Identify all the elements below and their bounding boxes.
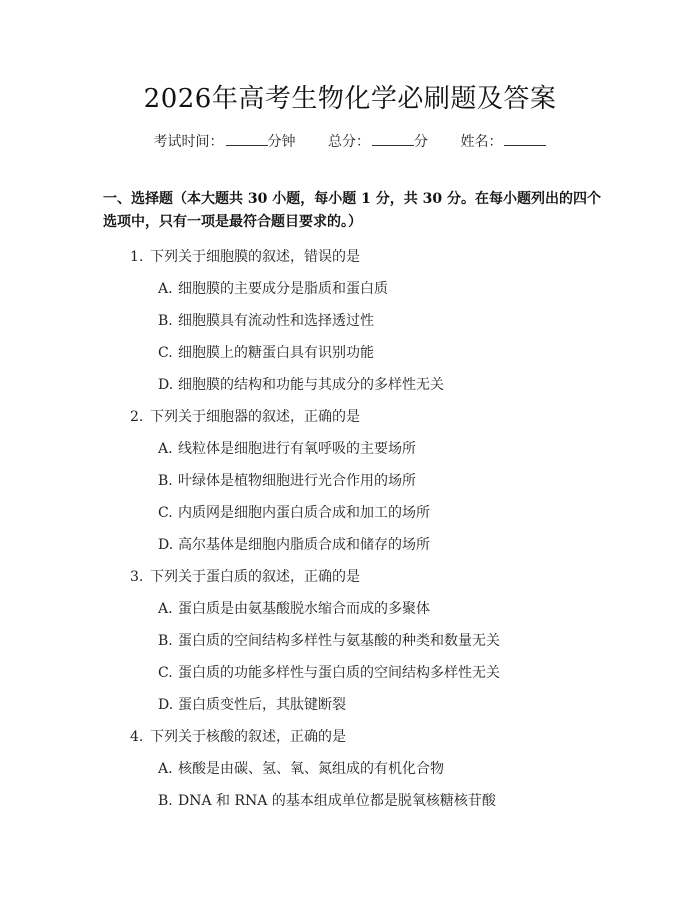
question-stem <box>130 246 360 266</box>
option-text: 蛋白质变性后，其肽键断裂 <box>178 697 346 713</box>
total-score-info <box>328 131 428 151</box>
option-text: 细胞膜具有流动性和选择透过性 <box>178 313 374 329</box>
exam-time-unit: 分钟 <box>267 134 296 150</box>
total-score-blank <box>372 131 414 146</box>
option-text: 细胞膜的主要成分是脂质和蛋白质 <box>178 281 388 297</box>
section-heading: 一、选择题（本大题共 30 小题，每小题 1 分，共 30 分。在每小题列出的四个选项中，只有一项是最符合题目要求的。） <box>103 191 601 230</box>
student-name-info <box>460 131 546 151</box>
option-text: DNA 和 RNA 的基本组成单位都是脱氧核糖核苷酸 <box>178 793 496 809</box>
answer-option <box>158 758 444 778</box>
option-text: 细胞膜的结构和功能与其成分的多样性无关 <box>178 377 444 393</box>
total-score-label: 总分： <box>328 134 370 150</box>
option-letter: A. <box>158 761 173 777</box>
option-letter: D. <box>158 377 174 393</box>
option-letter: B. <box>158 793 173 809</box>
answer-option <box>158 502 430 522</box>
answer-option <box>158 278 388 298</box>
option-letter: A. <box>158 281 173 297</box>
answer-option <box>158 470 416 490</box>
answer-option <box>158 374 444 394</box>
exam-time-blank <box>226 131 268 146</box>
exam-time-info <box>154 131 296 151</box>
answer-option <box>158 630 500 650</box>
question-text: 下列关于细胞膜的叙述，错误的是 <box>150 249 360 265</box>
option-text: 高尔基体是细胞内脂质合成和储存的场所 <box>178 537 430 553</box>
option-text: 蛋白质的空间结构多样性与氨基酸的种类和数量无关 <box>178 633 500 649</box>
option-text: 内质网是细胞内蛋白质合成和加工的场所 <box>178 505 430 521</box>
student-name-blank <box>504 131 546 146</box>
option-letter: D. <box>158 537 174 553</box>
student-name-label: 姓名： <box>460 134 503 150</box>
question-text: 下列关于蛋白质的叙述，正确的是 <box>150 569 360 585</box>
option-text: 细胞膜上的糖蛋白具有识别功能 <box>178 345 374 361</box>
question-number: 2. <box>130 409 144 425</box>
question-number: 1. <box>130 249 144 265</box>
page-title: 2026年高考生物化学必刷题及答案 <box>143 84 557 114</box>
option-letter: A. <box>158 601 173 617</box>
option-letter: A. <box>158 441 173 457</box>
option-text: 线粒体是细胞进行有氧呼吸的主要场所 <box>178 441 416 457</box>
option-letter: C. <box>158 665 173 681</box>
option-letter: B. <box>158 633 173 649</box>
answer-option <box>158 598 430 618</box>
question-number: 4. <box>130 729 144 745</box>
option-letter: B. <box>158 313 173 329</box>
answer-option <box>158 310 374 330</box>
question-stem <box>130 406 360 426</box>
option-text: 蛋白质的功能多样性与蛋白质的空间结构多样性无关 <box>178 665 500 681</box>
question-stem <box>130 566 360 586</box>
option-letter: C. <box>158 345 173 361</box>
question-stem <box>130 726 346 746</box>
answer-option <box>158 694 346 714</box>
total-score-unit: 分 <box>414 134 428 150</box>
option-letter: D. <box>158 697 174 713</box>
exam-info-line <box>0 131 700 151</box>
question-text: 下列关于核酸的叙述，正确的是 <box>150 729 346 745</box>
option-text: 叶绿体是植物细胞进行光合作用的场所 <box>178 473 416 489</box>
option-letter: B. <box>158 473 173 489</box>
answer-option <box>158 790 496 810</box>
option-text: 蛋白质是由氨基酸脱水缩合而成的多聚体 <box>178 601 430 617</box>
question-number: 3. <box>130 569 144 585</box>
exam-time-label: 考试时间： <box>153 134 224 150</box>
answer-option <box>158 438 416 458</box>
option-text: 核酸是由碳、氢、氧、氮组成的有机化合物 <box>178 761 444 777</box>
answer-option <box>158 342 374 362</box>
answer-option <box>158 662 500 682</box>
answer-option <box>158 534 430 554</box>
option-letter: C. <box>158 505 173 521</box>
question-text: 下列关于细胞器的叙述，正确的是 <box>150 409 360 425</box>
